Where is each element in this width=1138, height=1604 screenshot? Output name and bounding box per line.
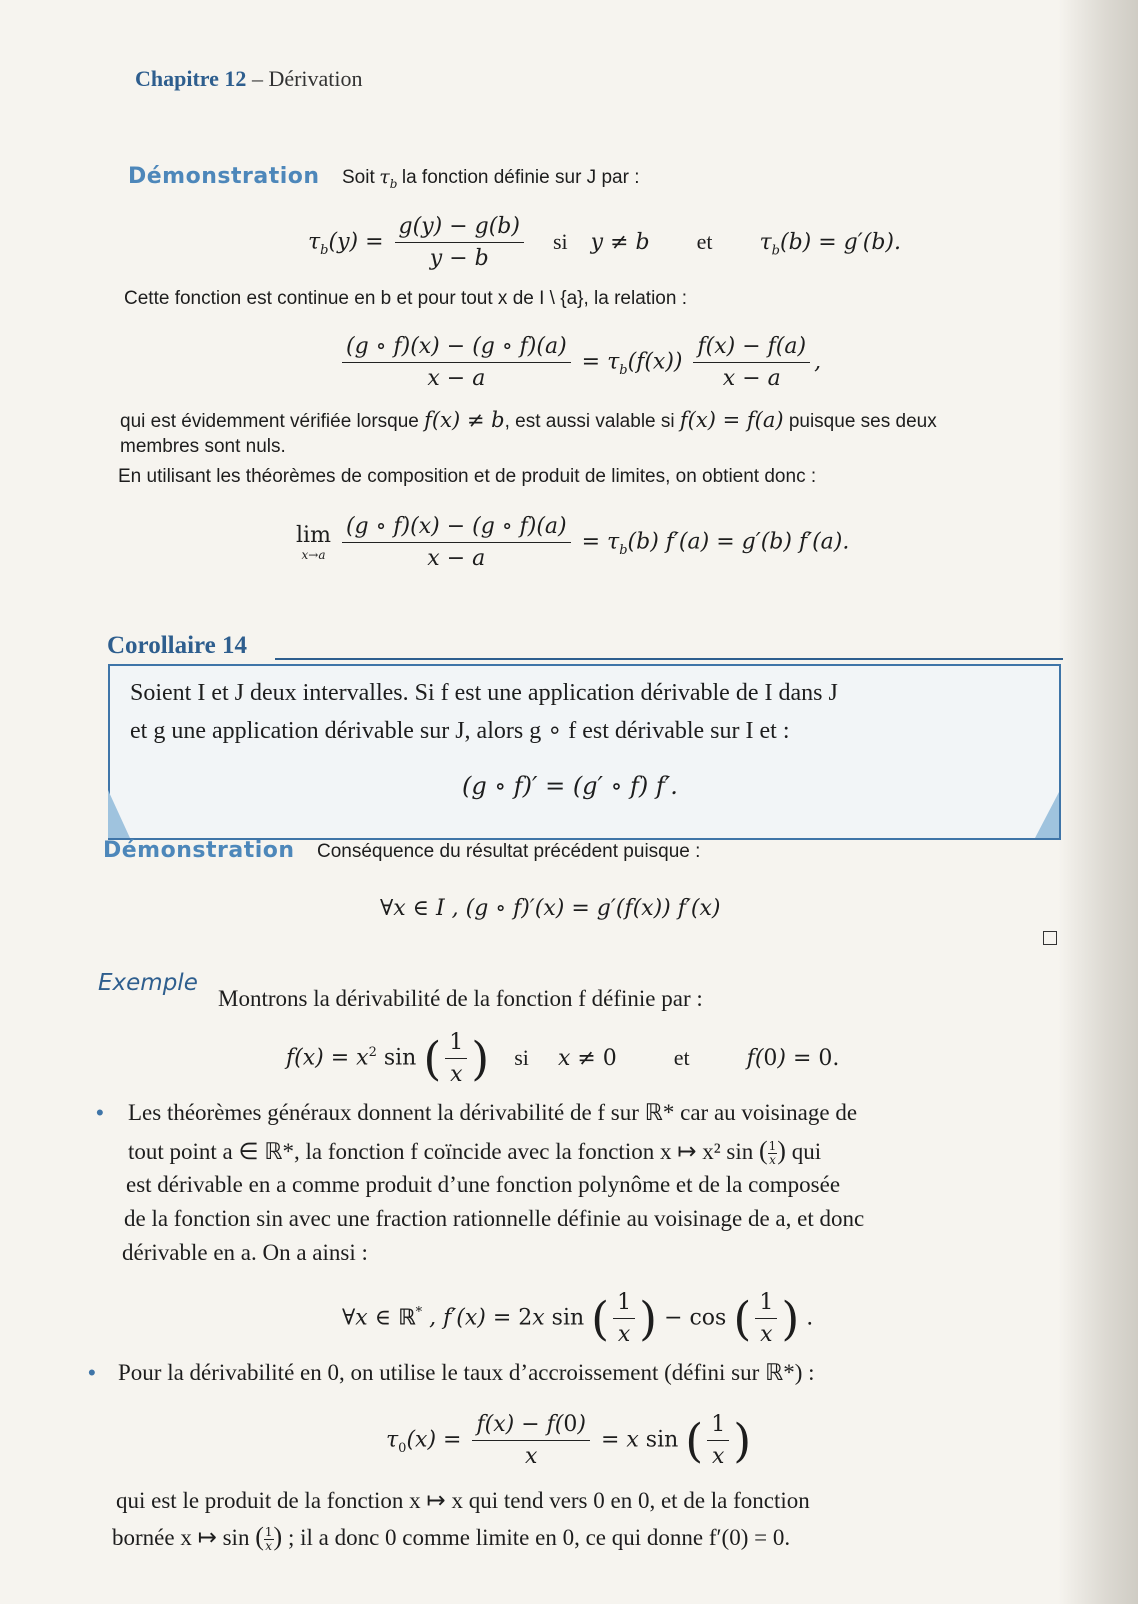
bullet1-line1: Les théorèmes généraux donnent la dérivabilité de f sur ℝ* car au voisinage de: [128, 1100, 858, 1125]
example-intro: Montrons la dérivabilité de la fonction f définie par :: [218, 986, 703, 1011]
demo1-line3c: puisque ses deux: [788, 411, 937, 432]
qed-square-icon: [1043, 931, 1057, 945]
chapter-label: Chapitre 12: [135, 66, 247, 91]
demonstration-2-label: Démonstration: [103, 838, 295, 863]
bullet1-line4: de la fonction sin avec une fraction rationnelle définie au voisinage de a, et donc: [124, 1206, 865, 1231]
chapter-title: Dérivation: [268, 66, 363, 91]
demo1-intro-prefix: Soit: [341, 167, 375, 188]
rate-formula: $\tau_0(x)$ = $\frac{f(x) - f(0)}{x}$ = x sin ( $\frac{1}{x}$ ): [386, 1412, 752, 1469]
corollary-title: Corollaire 14: [107, 632, 248, 659]
demo2-text: Conséquence du résultat précédent puisque :: [316, 841, 701, 862]
demonstration-2-heading: [103, 838, 700, 863]
demonstration-1-heading: Démonstration Soit $\tau_b$ la fonction définie sur J par :: [128, 164, 640, 191]
bullet1-line2a: tout point a ∈ ℝ*, la fonction f coïncide avec la fonction x ↦ x² sin: [128, 1139, 754, 1164]
corollary-corner-right: [1035, 792, 1059, 838]
corollary-line2: et g une application dérivable sur J, alors g ∘ f est dérivable sur I et :: [130, 718, 790, 744]
formula-si: si: [552, 228, 568, 254]
limit-formula: lim x→a $\frac{(g \circ f)(x) - (g \circ f)(a)}{x - a}$ = $\tau_b(b) f'(a) = g'(b)$ f′(a).: [296, 514, 850, 571]
bullet2-line3b: ; il a donc 0 comme limite en 0, ce qui donne f′(0) = 0.: [287, 1525, 791, 1550]
bullet-1-icon: •: [96, 1100, 104, 1125]
formula-et: et: [696, 228, 713, 254]
chapter-separator: –: [246, 66, 269, 91]
corollary-corner-left: [108, 790, 130, 838]
demo1-line4: membres sont nuls.: [120, 436, 286, 457]
demo1-line2: Cette fonction est continue en b et pour tout x de I \ {a}, la relation :: [124, 288, 687, 309]
demo2-formula: ∀x ∈ I , (g ∘ f)′(x) = g′(f(x)) f′(x): [380, 896, 721, 921]
corollary-line1: Soient I et J deux intervalles. Si f est une application dérivable de I dans J: [130, 680, 838, 706]
relation-formula: $\frac{(g \circ f)(x) - (g \circ f)(a)}{x - a}$ = $\tau_b(f(x))$ $\frac{f(x) - f(a)}{x - a}$ ,: [338, 334, 821, 391]
chapter-header: [135, 66, 363, 92]
demo1-line5: En utilisant les théorèmes de composition et de produit de limites, on obtient donc :: [118, 466, 817, 487]
bullet1-line2b: qui: [791, 1139, 822, 1164]
demonstration-label: Démonstration: [128, 164, 320, 189]
corollary-rule: [275, 658, 1063, 660]
derivative-formula: ∀x ∈ ℝ* , f′(x) = 2x sin ( $\frac{1}{x}$ ) − cos ( $\frac{1}{x}$ ) .: [342, 1290, 814, 1347]
demo1-line3a: qui est évidemment vérifiée lorsque: [120, 411, 419, 432]
page-edge-shadow: [1058, 0, 1138, 1604]
bullet2-line1: Pour la dérivabilité en 0, on utilise le taux d’accroissement (défini sur ℝ*) :: [118, 1360, 815, 1385]
demo1-intro: la fonction définie sur J par :: [401, 167, 640, 188]
bullet-2-icon: •: [88, 1360, 96, 1385]
bullet1-line5: dérivable en a. On a ainsi :: [122, 1240, 368, 1265]
example-et: et: [673, 1044, 690, 1070]
bullet2-line2: qui est le produit de la fonction x ↦ x qui tend vers 0 en 0, et de la fonction: [116, 1488, 810, 1513]
demo1-line3: qui est évidemment vérifiée lorsque f(x) ≠ b, est aussi valable si f(x) = f(a) puisque ses deux: [120, 408, 937, 432]
example-label: Exemple: [98, 970, 198, 996]
tau-definition-formula: $\tau_b(y)$ = $\frac{g(y) - g(b)}{y - b}$ si y ≠ b et $\tau_b(b) = g'(b)$.: [308, 214, 901, 271]
corollary-formula: (g ∘ f)′ = (g′ ∘ f) f′.: [462, 772, 678, 800]
example-si: si: [514, 1044, 529, 1070]
bullet1-line3: est dérivable en a comme produit d’une fonction polynôme et de la composée: [126, 1172, 841, 1197]
bullet2-line3a: bornée x ↦ sin: [112, 1525, 250, 1550]
example-definition-formula: $f(x) = x^2$ sin ( $\frac{1}{x}$ ) si x ≠ 0 et f(0) = 0.: [286, 1030, 840, 1087]
demo1-line3b: , est aussi valable si: [504, 411, 675, 432]
bullet2-line3: bornée x ↦ sin ( $\frac{1}{x}$ ) ; il a donc 0 comme limite en 0, ce qui donne f′(0) = 0.: [112, 1522, 791, 1554]
bullet1-line2: tout point a ∈ ℝ*, la fonction f coïncide avec la fonction x ↦ x² sin ( $\frac{1}{x}$ ) qui: [128, 1136, 822, 1168]
